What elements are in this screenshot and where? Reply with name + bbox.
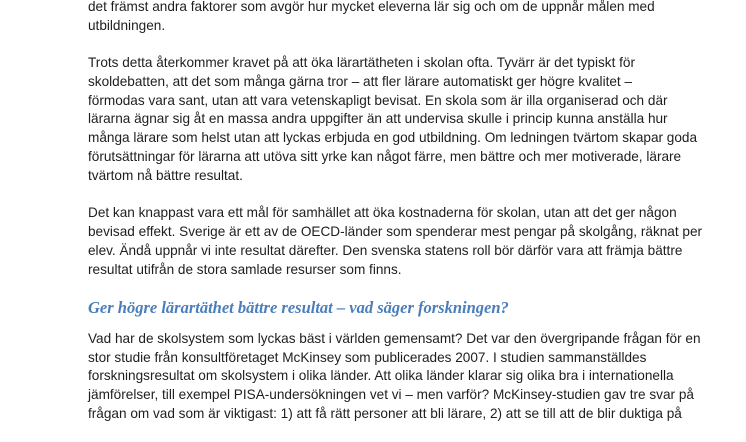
text-line: många lärare som helst utan att lyckas erbjuda en god utbildning. Om ledningen tvärtom skapar goda <box>88 130 698 146</box>
text-line: frågan om vad som är viktigast: 1) att få rätt personer att bli lärare, 2) att se till att de blir duktiga på <box>88 406 682 422</box>
document-page <box>88 0 703 442</box>
paragraph-intro <box>88 0 688 36</box>
text-line: utbildningen. <box>88 17 166 33</box>
paragraph-teacher-density <box>88 54 698 186</box>
text-line: bevisad effekt. Sverige är ett av de OECD-länder som spenderar mest pengar på skolgång, räknat per <box>88 223 703 239</box>
text-line: forskningsresultat om skolsystem i olika länder. Att olika länder klarar sig olika bra i internationella <box>88 368 674 384</box>
text-line: det främst andra faktorer som avgör hur mycket eleverna lär sig och om de uppnår målen med <box>88 0 655 14</box>
text-line: resultat utifrån de stora samlade resurser som finns. <box>88 261 402 277</box>
text-line: förutsättningar för lärarna att utöva sitt yrke kan något färre, men bättre och mer motiverade, lärare <box>88 149 682 165</box>
text-line: elev. Ändå uppnår vi inte resultat därefter. Den svenska statens roll bör därför vara att främja bättre <box>88 242 683 258</box>
text-line: stor studie från konsultföretaget McKinsey som publicerades 2007. I studien sammanställdes <box>88 349 647 365</box>
text-line: Trots detta återkommer kravet på att öka lärartätheten i skolan ofta. Tyvärr är det typiskt för <box>88 55 636 71</box>
paragraph-costs <box>88 204 703 279</box>
text-line: lärarna ägnar sig åt en massa andra uppgifter än att undervisa skulle i princip kunna anställa hur <box>88 111 668 127</box>
text-line: skoldebatten, att det som många gärna tror – att fler lärare automatiskt ger högre kvalitet – <box>88 73 633 89</box>
text-line: förmodas vara sant, utan att vara vetenskapligt bevisat. En skola som är illa organiserad och där <box>88 92 668 108</box>
text-line: Vad har de skolsystem som lyckas bäst i världen gemensamt? Det var den övergripande frågan för en <box>88 330 701 346</box>
text-line: Det kan knappast vara ett mål för samhället att öka kostnaderna för skolan, utan att det ger någon <box>88 205 677 221</box>
section-heading: Ger högre lärartäthet bättre resultat – vad säger forskningen? <box>88 297 509 317</box>
text-line: tvärtom nå bättre resultat. <box>88 167 243 183</box>
text-line: jämförelser, till exempel PISA-undersökningen vet vi – men varför? McKinsey-studien gav tre svar på <box>88 387 694 403</box>
paragraph-research <box>88 330 701 424</box>
